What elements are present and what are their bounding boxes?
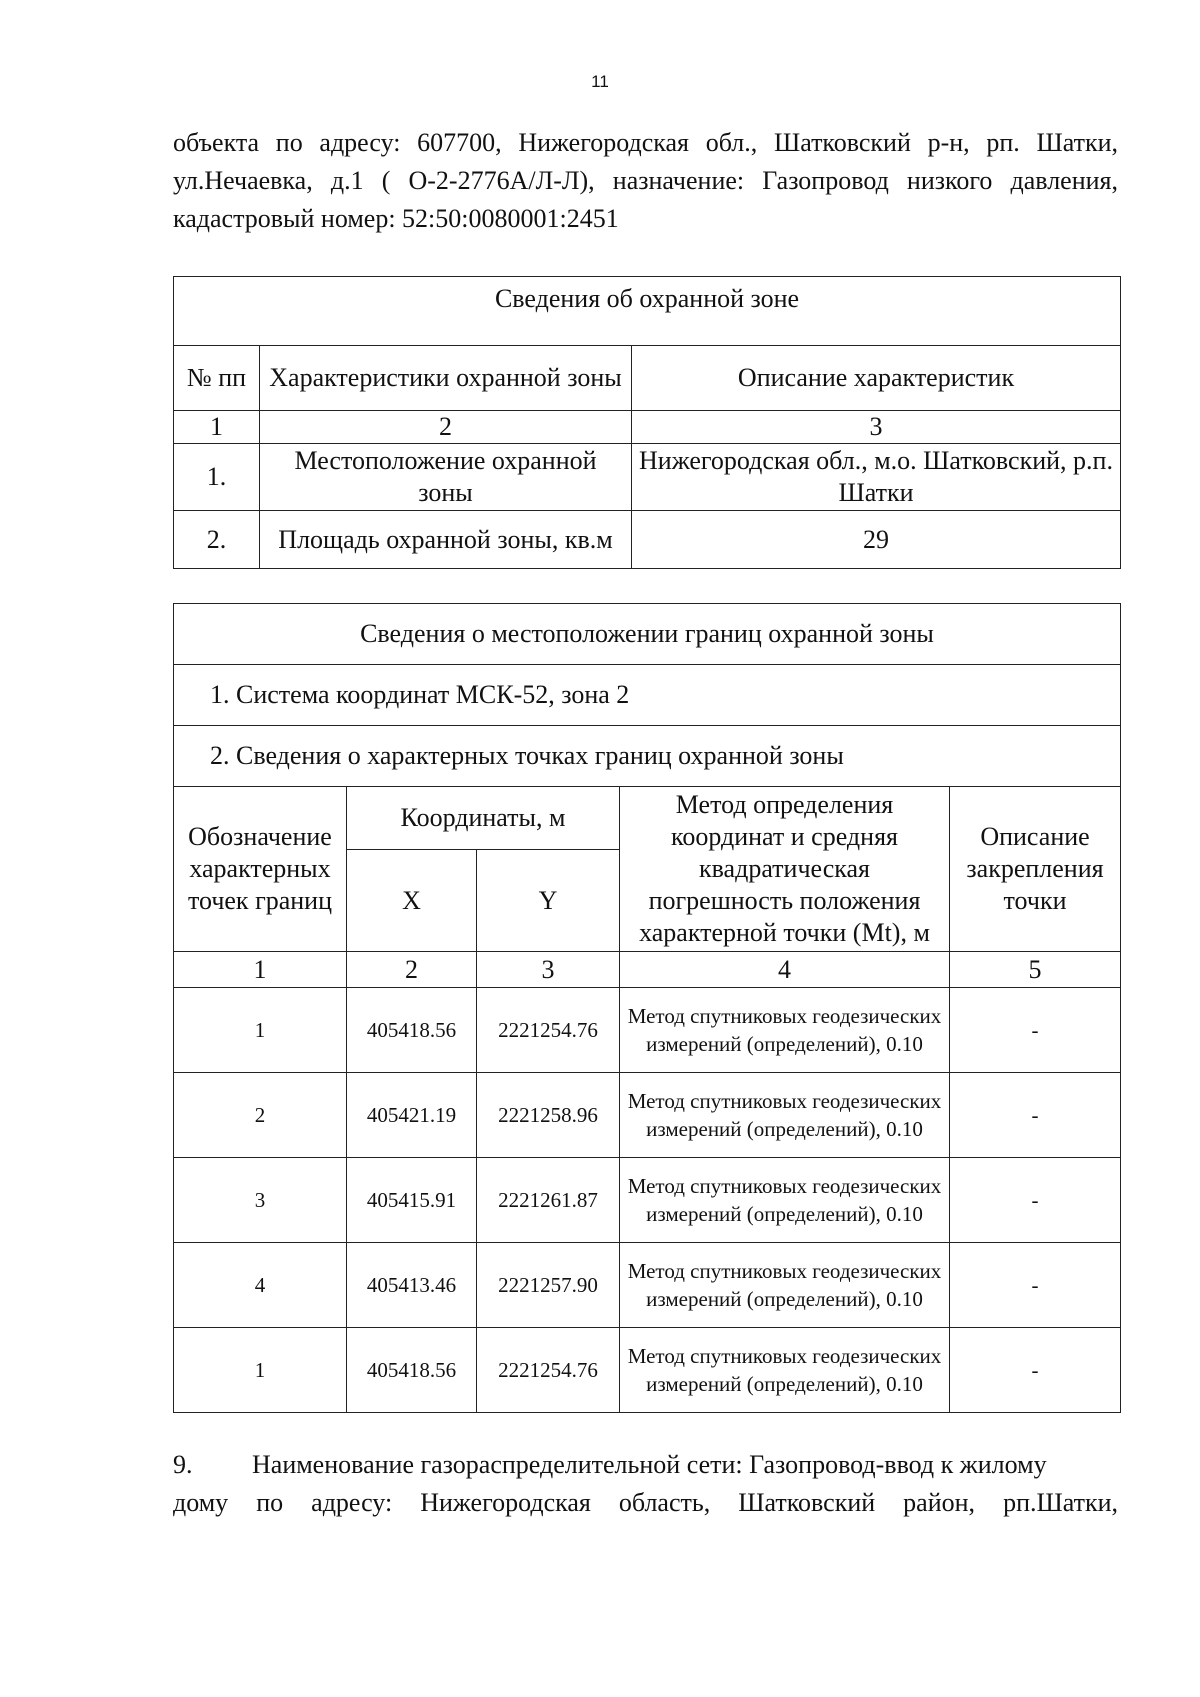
point-method: Метод спутниковых геодезических измерений (определений), 0.10 bbox=[620, 1073, 950, 1158]
section-9-paragraph bbox=[173, 1446, 1118, 1522]
table-row bbox=[174, 1073, 1121, 1158]
header-fixing: Описание закрепления точки bbox=[950, 787, 1121, 952]
intro-line: объекта по адресу: 607700, Нижегородская обл., Шатковский р-н, рп. Шатки, bbox=[173, 128, 1118, 157]
row-number: 2. bbox=[174, 511, 260, 569]
point-y: 2221257.90 bbox=[477, 1243, 620, 1328]
point-fixing: - bbox=[950, 1073, 1121, 1158]
row-characteristic: Площадь охранной зоны, кв.м bbox=[260, 511, 632, 569]
point-y: 2221261.87 bbox=[477, 1158, 620, 1243]
row-number: 1. bbox=[174, 444, 260, 511]
point-x: 405418.56 bbox=[347, 1328, 477, 1413]
header-description: Описание характеристик bbox=[632, 346, 1121, 411]
header-method: Метод определения координат и средняя квадратическая погрешность положения характерной точки (Mt), м bbox=[620, 787, 950, 952]
points-title: 2. Сведения о характерных точках границ охранной зоны bbox=[174, 726, 1121, 787]
section-9-text: Наименование газораспределительной сети: Газопровод-ввод к жилому bbox=[252, 1450, 1047, 1479]
zone-table-title: Сведения об охранной зоне bbox=[174, 277, 1121, 346]
point-fixing: - bbox=[950, 1158, 1121, 1243]
page-number: 11 bbox=[591, 72, 609, 91]
point-x: 405421.19 bbox=[347, 1073, 477, 1158]
point-method: Метод спутниковых геодезических измерений (определений), 0.10 bbox=[620, 988, 950, 1073]
point-id: 1 bbox=[174, 1328, 347, 1413]
index-cell: 2 bbox=[260, 411, 632, 444]
intro-line: кадастровый номер: 52:50:0080001:2451 bbox=[173, 204, 619, 233]
header-x: X bbox=[347, 850, 477, 952]
point-y: 2221254.76 bbox=[477, 1328, 620, 1413]
section-9-line: дому по адресу: Нижегородская область, Шатковский район, рп.Шатки, bbox=[173, 1488, 1118, 1517]
index-cell: 3 bbox=[632, 411, 1121, 444]
point-id: 3 bbox=[174, 1158, 347, 1243]
section-9-line bbox=[173, 1446, 1118, 1484]
point-method: Метод спутниковых геодезических измерений (определений), 0.10 bbox=[620, 1243, 950, 1328]
point-method: Метод спутниковых геодезических измерений (определений), 0.10 bbox=[620, 1328, 950, 1413]
index-cell: 2 bbox=[347, 952, 477, 988]
index-cell: 3 bbox=[477, 952, 620, 988]
point-id: 4 bbox=[174, 1243, 347, 1328]
point-method: Метод спутниковых геодезических измерений (определений), 0.10 bbox=[620, 1158, 950, 1243]
point-fixing: - bbox=[950, 1328, 1121, 1413]
protection-zone-table bbox=[173, 276, 1121, 569]
intro-line: ул.Нечаевка, д.1 ( О-2-2776А/Л-Л), назначение: Газопровод низкого давления, bbox=[173, 166, 1118, 195]
row-characteristic: Местоположение охранной зоны bbox=[260, 444, 632, 511]
header-designation: Обозначение характерных точек границ bbox=[174, 787, 347, 952]
table-row bbox=[174, 1243, 1121, 1328]
coordinate-system: 1. Система координат МСК-52, зона 2 bbox=[174, 665, 1121, 726]
boundaries-title: Сведения о местоположении границ охранной зоны bbox=[174, 604, 1121, 665]
boundaries-table bbox=[173, 603, 1121, 1413]
point-id: 1 bbox=[174, 988, 347, 1073]
section-9-number: 9. bbox=[173, 1450, 193, 1479]
header-characteristics: Характеристики охранной зоны bbox=[260, 346, 632, 411]
index-cell: 1 bbox=[174, 952, 347, 988]
point-id: 2 bbox=[174, 1073, 347, 1158]
index-cell: 5 bbox=[950, 952, 1121, 988]
row-value: Нижегородская обл., м.о. Шатковский, р.п. Шатки bbox=[632, 444, 1121, 511]
row-value: 29 bbox=[632, 511, 1121, 569]
point-fixing: - bbox=[950, 1243, 1121, 1328]
index-cell: 4 bbox=[620, 952, 950, 988]
point-x: 405413.46 bbox=[347, 1243, 477, 1328]
point-y: 2221258.96 bbox=[477, 1073, 620, 1158]
header-y: Y bbox=[477, 850, 620, 952]
point-x: 405415.91 bbox=[347, 1158, 477, 1243]
point-y: 2221254.76 bbox=[477, 988, 620, 1073]
intro-paragraph bbox=[173, 124, 1118, 238]
header-number: № пп bbox=[174, 346, 260, 411]
point-fixing: - bbox=[950, 988, 1121, 1073]
index-cell: 1 bbox=[174, 411, 260, 444]
table-row bbox=[174, 1328, 1121, 1413]
point-x: 405418.56 bbox=[347, 988, 477, 1073]
table-row bbox=[174, 1158, 1121, 1243]
header-coordinates: Координаты, м bbox=[347, 787, 620, 850]
table-row bbox=[174, 988, 1121, 1073]
